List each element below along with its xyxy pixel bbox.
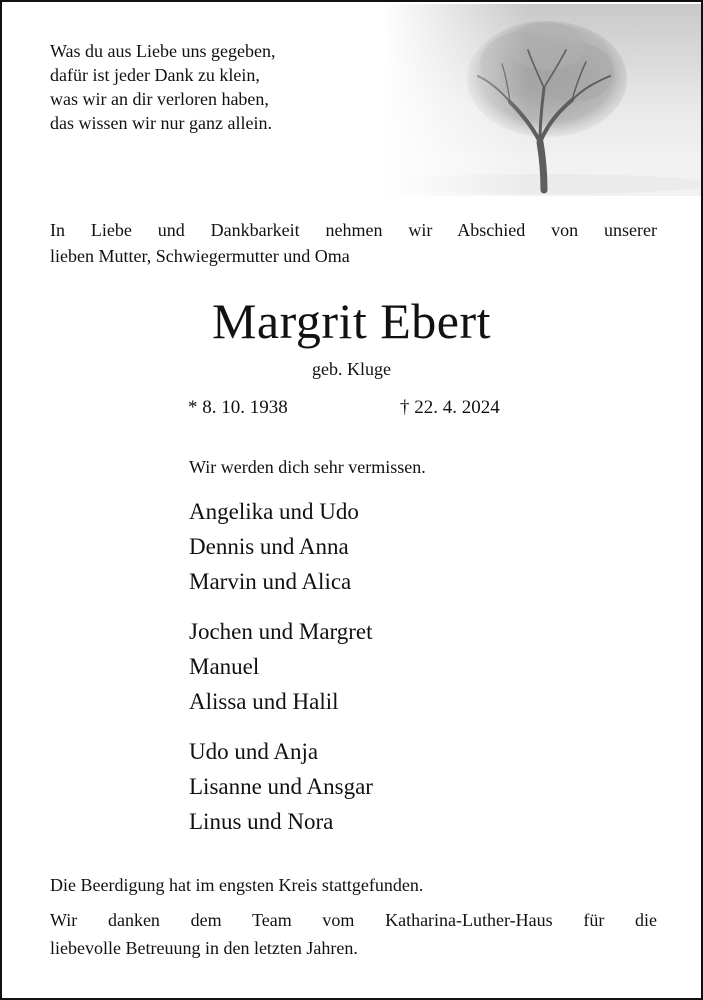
maiden-name: geb. Kluge	[312, 359, 391, 379]
death-date: † 22. 4. 2024	[400, 397, 500, 418]
thanks-line-2: liebevolle Betreuung in den letzten Jahren.	[50, 938, 358, 958]
family-member: Angelika und Udo	[189, 499, 359, 524]
family-member: Manuel	[189, 654, 260, 679]
family-member: Jochen und Margret	[189, 619, 373, 644]
family-member: Udo und Anja	[189, 739, 319, 764]
poem-line: was wir an dir verloren haben,	[50, 89, 269, 109]
family-member: Lisanne und Ansgar	[189, 774, 373, 799]
family-member: Marvin und Alica	[189, 569, 352, 594]
farewell-message: Wir werden dich sehr vermissen.	[189, 457, 426, 477]
family-member: Dennis und Anna	[189, 534, 349, 559]
family-group	[189, 614, 373, 719]
poem-line: Was du aus Liebe uns gegeben,	[50, 41, 276, 61]
poem-line: dafür ist jeder Dank zu klein,	[50, 65, 260, 85]
family-member: Linus und Nora	[189, 809, 334, 834]
family-group	[189, 494, 359, 599]
intro-line-1: In Liebe und Dankbarkeit nehmen wir Abschied von unserer	[50, 220, 657, 240]
poem-line: das wissen wir nur ganz allein.	[50, 113, 272, 133]
family-group	[189, 734, 373, 839]
intro-line-2: lieben Mutter, Schwiegermutter und Oma	[50, 246, 350, 266]
tree-on-misty-field-icon	[382, 4, 703, 196]
birth-date: * 8. 10. 1938	[188, 397, 288, 418]
thanks-text	[50, 906, 657, 962]
family-member: Alissa und Halil	[189, 689, 339, 714]
poem-verse	[50, 39, 275, 135]
thanks-line-1: Wir danken dem Team vom Katharina-Luther-Haus für die	[50, 910, 657, 930]
intro-text	[50, 217, 657, 269]
deceased-name: Margrit Ebert	[211, 293, 492, 349]
funeral-note: Die Beerdigung hat im engsten Kreis stattgefunden.	[50, 875, 424, 895]
